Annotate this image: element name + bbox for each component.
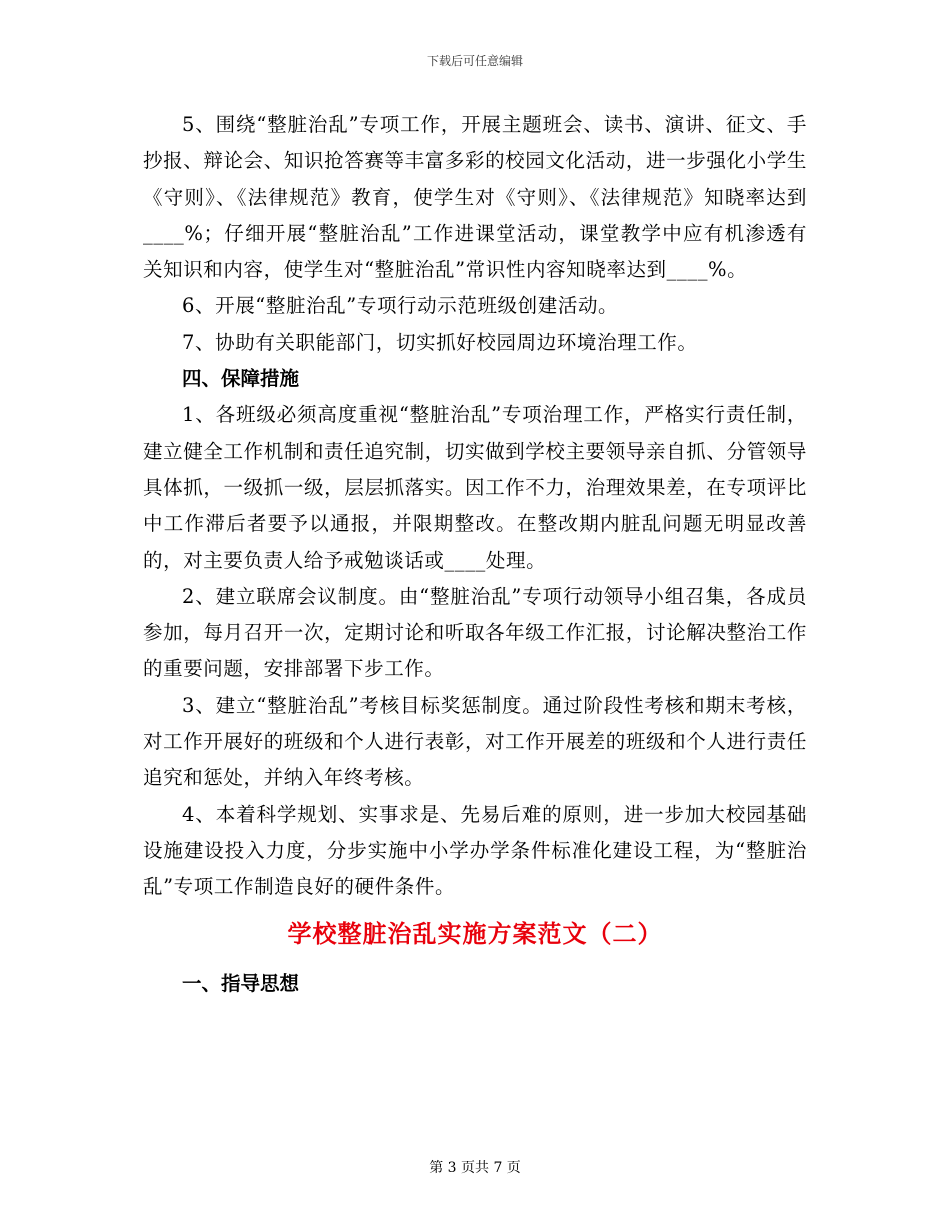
paragraph-guarantee-4: 4、本着科学规划、实事求是、先易后难的原则，进一步加大校园基础设施建设投入力度，分步实施中小学办学条件标准化建设工程，为“整脏治乱”专项工作制造良好的硬件条件。 [143,802,807,899]
paragraph-6: 6、开展“整脏治乱”专项行动示范班级创建活动。 [182,294,619,318]
document-title: 学校整脏治乱实施方案范文（二） [287,918,663,948]
paragraph-guarantee-2: 2、建立联席会议制度。由“整脏治乱”专项行动领导小组召集，各成员参加，每月召开一次，定期讨论和听取各年级工作汇报，讨论解决整治工作的重要问题，安排部署下步工作。 [143,584,807,681]
section-heading-guiding-thought: 一、指导思想 [182,971,300,995]
paragraph-guarantee-3: 3、建立“整脏治乱”考核目标奖惩制度。通过阶段性考核和期末考核，对工作开展好的班级和个人进行表彰，对工作开展差的班级和个人进行责任追究和惩处，并纳入年终考核。 [143,693,807,790]
page-header: 下载后可任意编辑 [426,54,523,68]
section-heading-guarantee: 四、保障措施 [182,367,300,391]
document-body [143,107,807,1002]
paragraph-5: 5、围绕“整脏治乱”专项工作，开展主题班会、读书、演讲、征文、手抄报、辩论会、知识抢答赛等丰富多彩的校园文化活动，进一步强化小学生《守则》、《法律规范》教育，使学生对《守则》、《法律规范》知晓率达到____%；仔细开展“整脏治乱”工作进课堂活动，课堂教学中应有机渗透有关知识和内容，使学生对“整脏治乱”常识性内容知晓率达到____%。 [143,113,807,282]
paragraph-guarantee-1: 1、各班级必须高度重视“整脏治乱”专项治理工作，严格实行责任制，建立健全工作机制和责任追究制，切实做到学校主要领导亲自抓、分管领导具体抓，一级抓一级，层层抓落实。因工作不力，治理效果差，在专项评比中工作滞后者要予以通报，并限期整改。在整改期内脏乱问题无明显改善的，对主要负责人给予戒勉谈话或____处理。 [143,403,807,572]
paragraph-7: 7、协助有关职能部门，切实抓好校园周边环境治理工作。 [182,330,698,354]
page-footer: 第 3 页共 7 页 [429,1160,521,1176]
